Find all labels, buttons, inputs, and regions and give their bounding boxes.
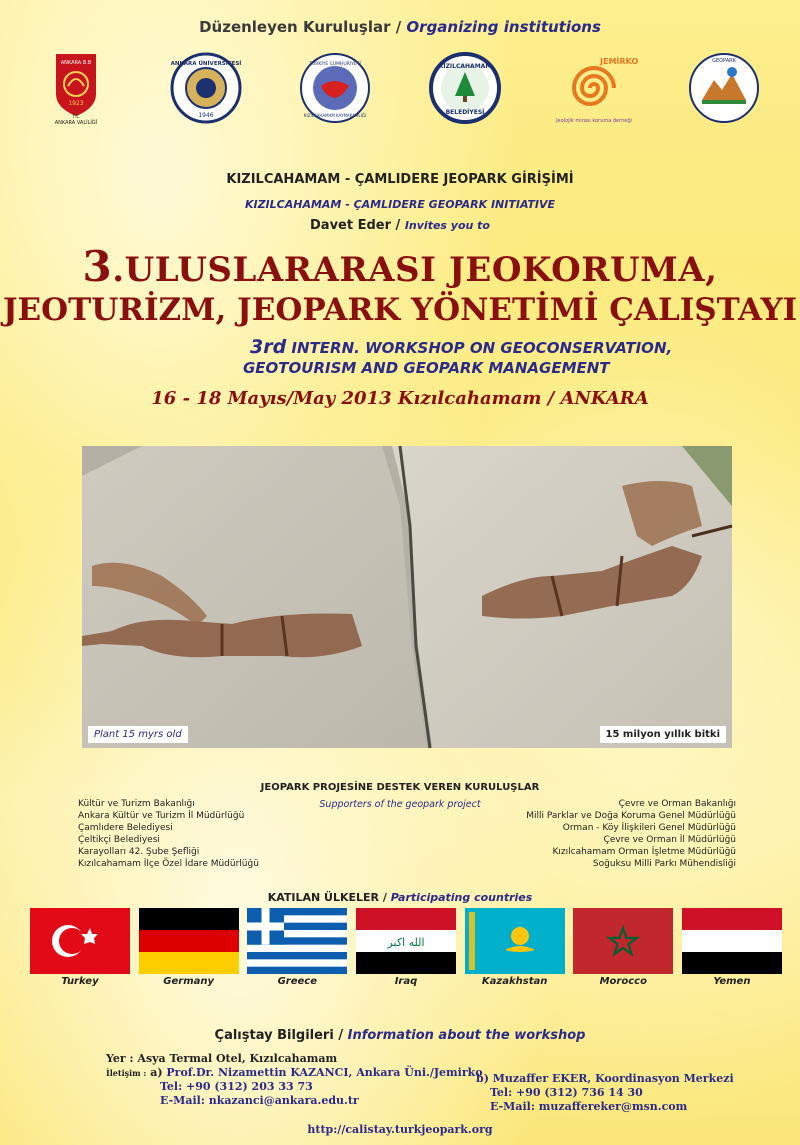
organizers-heading-en: Organizing institutions — [406, 18, 601, 36]
country-name: Greece — [277, 976, 318, 987]
country-morocco — [573, 908, 673, 987]
supporter-item: Çamlıdere Belediyesi — [78, 823, 173, 833]
country-name: Iraq — [394, 976, 418, 987]
contact-a-email[interactable]: E-Mail: nkazanci@ankara.edu.tr — [160, 1094, 359, 1107]
contact-a-name: Prof.Dr. Nizamettin KAZANCI, Ankara Üni./Jemirko — [166, 1066, 483, 1079]
supporters-left-list — [78, 798, 259, 870]
supporter-item: Ankara Kültür ve Turizm İl Müdürlüğü — [78, 811, 245, 821]
supporters-right-list — [526, 798, 736, 870]
info-title-tr: Çalıştay Bilgileri — [214, 1028, 334, 1043]
countries-title — [0, 891, 800, 904]
countries-title-sep: / — [379, 891, 391, 904]
invite-line — [0, 218, 800, 233]
contact-a-label: a) — [150, 1066, 163, 1079]
info-title-en: Information about the workshop — [347, 1028, 586, 1043]
invite-en: Invites you to — [404, 219, 490, 232]
ankara-year-text: 1923 — [68, 100, 84, 107]
greece-flag-icon — [247, 908, 347, 974]
country-turkey — [30, 908, 130, 987]
country-iraq — [356, 908, 456, 987]
supporter-item: Soğuksu Milli Parkı Mühendisliği — [592, 859, 736, 869]
country-name: Germany — [163, 976, 215, 987]
subtitle-line2: GEOTOURISM AND GEOPARK MANAGEMENT — [243, 359, 610, 377]
info-right — [476, 1072, 734, 1114]
tc-text: T.C — [72, 114, 80, 120]
country-name: Yemen — [713, 976, 751, 987]
country-yemen — [682, 908, 782, 987]
photo-caption-tr: 15 milyon yıllık bitki — [600, 726, 726, 743]
country-germany — [139, 908, 239, 987]
supporter-item: Çevre ve Orman Bakanlığı — [618, 799, 736, 809]
photo-caption-en: Plant 15 myrs old — [88, 726, 188, 743]
supporter-item: Kızılcahamam Orman İşletme Müdürlüğü — [552, 847, 736, 857]
initiative-en: KIZILCAHAMAM - ÇAMLIDERE GEOPARK INITIATIVE — [244, 198, 556, 211]
jemirko-logo — [556, 52, 639, 124]
initiative-tr: KIZILCAHAMAM - ÇAMLIDERE JEOPARK GİRİŞİMİ — [226, 172, 574, 187]
main-title-line1-text: .ULUSLARARASI JEOKORUMA, — [112, 250, 718, 290]
invite-sep: / — [391, 218, 405, 233]
kizilcahamam-belediyesi-logo — [429, 52, 501, 124]
main-title-number: 3 — [82, 242, 113, 291]
country-name: Morocco — [599, 976, 647, 987]
workshop-url[interactable]: http://calistay.turkjeopark.org — [307, 1123, 493, 1136]
organizers-heading-tr: Düzenleyen Kuruluşlar — [199, 18, 391, 36]
turkey-flag-icon — [30, 908, 130, 974]
kaymakamlik-top-text: TÜRKİYE CUMHURİYETİ — [309, 62, 361, 67]
supporter-item: Kültür ve Turizm Bakanlığı — [78, 799, 195, 809]
info-left — [106, 1052, 483, 1108]
ankara-uni-name: ANKARA ÜNİVERSİTESİ — [170, 61, 241, 67]
kaymakamlik-bottom-text: KIZILCAHAMAM KAYMAKAMLIĞI — [304, 113, 367, 118]
supporters-title-tr: JEOPARK PROJESİNE DESTEK VEREN KURULUŞLAR — [260, 782, 540, 793]
supporter-item: Çevre ve Orman İl Müdürlüğü — [603, 835, 736, 845]
ankara-uni-year: 1946 — [197, 112, 214, 119]
contact-label: İletişim : — [106, 1068, 147, 1078]
organizer-logos — [40, 48, 760, 128]
contact-b-email[interactable]: E-Mail: muzaffereker@msn.com — [490, 1100, 688, 1113]
supporter-item: Milli Parklar ve Doğa Koruma Genel Müdürlüğü — [526, 811, 736, 821]
geopark-logo — [688, 52, 760, 124]
contact-b-name: Muzaffer EKER, Koordinasyon Merkezi — [492, 1072, 734, 1085]
main-title-line1 — [0, 242, 800, 291]
country-name: Turkey — [61, 976, 99, 987]
info-title-sep: / — [333, 1028, 348, 1043]
subtitle-line1 — [250, 336, 672, 358]
subtitle-number: 3rd — [250, 336, 287, 358]
supporter-item: Orman - Köy İlişkileri Genel Müdürlüğü — [562, 823, 736, 833]
country-greece — [247, 908, 347, 987]
belediye-top-text: KIZILCAHAMAM — [438, 63, 492, 70]
geopark-text: GEOPARK — [712, 58, 736, 64]
flags-row — [30, 908, 782, 987]
country-name: Kazakhstan — [481, 976, 548, 987]
main-title-line2: JEOTURİZM, JEOPARK YÖNETİMİ ÇALIŞTAYI — [2, 292, 798, 328]
belediye-bottom-text: BELEDİYESİ — [445, 109, 485, 116]
iraq-flag-icon — [356, 908, 456, 974]
kaymakamlik-logo — [299, 52, 371, 124]
invite-tr: Davet Eder — [310, 218, 392, 233]
fossil-illustration — [82, 446, 732, 748]
ankara-valiligi-logo — [40, 52, 112, 124]
ankara-universitesi-logo — [170, 52, 242, 124]
supporter-item: Çeltikçi Belediyesi — [78, 835, 160, 845]
country-kazakhstan — [465, 908, 565, 987]
contact-b-label: b) — [476, 1072, 489, 1085]
ankara-bb-text: ANKARA B.B — [60, 60, 92, 66]
contact-b-tel: Tel: +90 (312) 736 14 30 — [490, 1086, 643, 1099]
supporter-item: Kızılcahamam İlçe Özel İdare Müdürlüğü — [78, 859, 259, 869]
jemirko-name: JEMİRKO — [600, 57, 639, 66]
kazakhstan-flag-icon — [465, 908, 565, 974]
venue: Yer : Asya Termal Otel, Kızılcahamam — [106, 1052, 338, 1065]
supporter-item: Karayolları 42. Şube Şefliği — [78, 847, 200, 857]
supporters-title-en: Supporters of the geopark project — [319, 799, 481, 810]
countries-title-en: Participating countries — [390, 891, 533, 904]
morocco-flag-icon — [573, 908, 673, 974]
organizers-heading — [0, 18, 800, 36]
germany-flag-icon — [139, 908, 239, 974]
fossil-photo — [82, 446, 732, 748]
event-date: 16 - 18 Mayıs/May 2013 Kızılcahamam / ANKARA — [151, 388, 649, 409]
ankara-valiligi-text: ANKARA VALİLİĞİ — [54, 120, 98, 126]
iraq-flag-script: الله اكبر — [387, 936, 425, 949]
countries-title-tr: KATILAN ÜLKELER — [267, 891, 380, 904]
subtitle-line1-text: INTERN. WORKSHOP ON GEOCONSERVATION, — [286, 339, 673, 357]
contact-a-tel: Tel: +90 (312) 203 33 73 — [160, 1080, 313, 1093]
info-title — [0, 1028, 800, 1043]
yemen-flag-icon — [682, 908, 782, 974]
jemirko-slogan: Jeolojik mirası koruma derneği — [556, 118, 633, 124]
organizers-heading-sep: / — [390, 18, 407, 36]
